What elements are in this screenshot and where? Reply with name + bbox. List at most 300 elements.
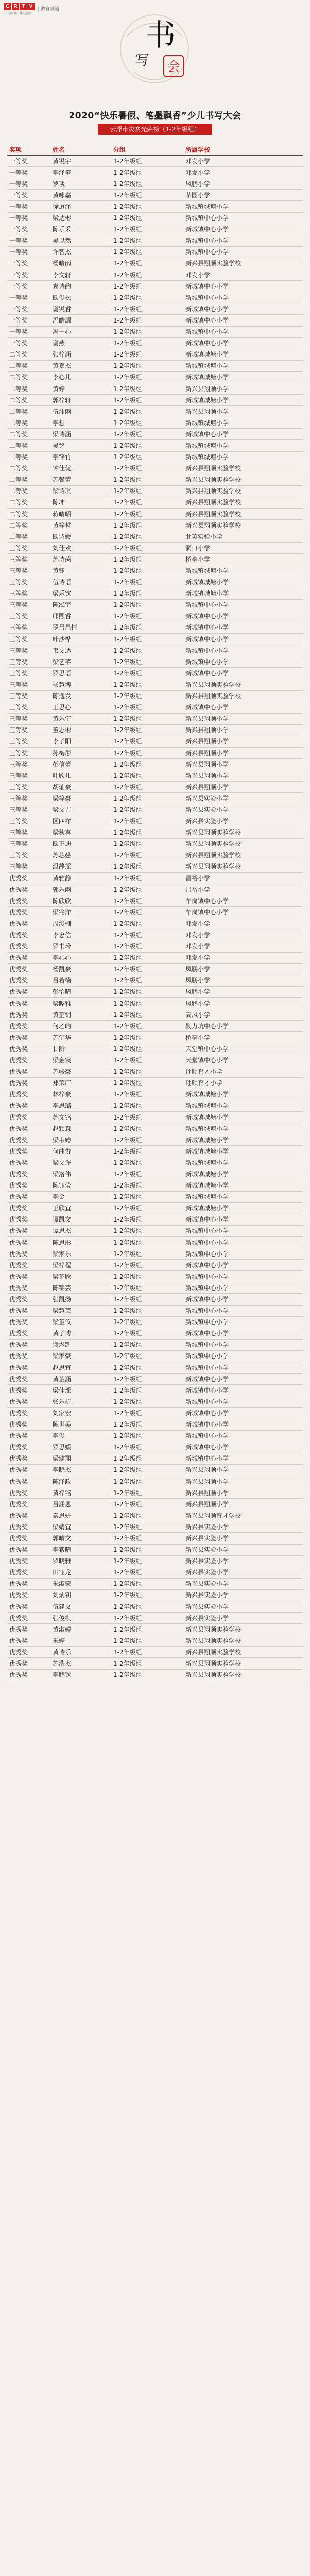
award-cell: 优秀奖 — [7, 1202, 50, 1214]
name-cell: 梁达彬 — [50, 212, 111, 224]
group-cell: 1-2年级组 — [111, 371, 183, 383]
group-cell: 1-2年级组 — [111, 804, 183, 816]
group-cell: 1-2年级组 — [111, 782, 183, 793]
group-cell: 1-2年级组 — [111, 235, 183, 246]
school-cell: 高风小学 — [183, 1009, 303, 1021]
school-cell: 新兴县翔顺实验学校 — [183, 861, 303, 872]
award-cell: 一等奖 — [7, 337, 50, 349]
school-cell: 新城镇中心小学 — [183, 1419, 303, 1430]
award-cell: 优秀奖 — [7, 1282, 50, 1294]
award-cell: 优秀奖 — [7, 918, 50, 929]
table-row — [7, 1146, 303, 1157]
school-cell: 洞口小学 — [183, 543, 303, 554]
school-cell: 新城镇城塘小学 — [183, 440, 303, 451]
name-cell: 罗书玲 — [50, 941, 111, 952]
school-cell: 新兴县翔顺育才学校 — [183, 1510, 303, 1521]
group-cell: 1-2年级组 — [111, 929, 183, 941]
school-cell: 新兴县实验小学 — [183, 1589, 303, 1601]
table-row — [7, 224, 303, 235]
name-cell: 欧正迪 — [50, 838, 111, 850]
school-cell: 天堂镇中心小学 — [183, 1055, 303, 1066]
award-cell: 三等奖 — [7, 747, 50, 758]
award-cell: 优秀奖 — [7, 1430, 50, 1442]
name-cell: 欧诗媛 — [50, 531, 111, 543]
award-cell: 二等奖 — [7, 440, 50, 451]
table-row — [7, 543, 303, 554]
name-cell: 罗晓雅 — [50, 1555, 111, 1567]
school-cell: 勤力坑中心小学 — [183, 1021, 303, 1032]
award-cell: 三等奖 — [7, 702, 50, 713]
name-cell: 伍沛雨 — [50, 406, 111, 417]
school-cell: 新兴县实验小学 — [183, 793, 303, 804]
table-row — [7, 1328, 303, 1339]
group-cell: 1-2年级组 — [111, 326, 183, 337]
table-row — [7, 1453, 303, 1464]
award-cell: 优秀奖 — [7, 1111, 50, 1123]
name-cell: 李鹏钦 — [50, 1669, 111, 1681]
award-cell: 优秀奖 — [7, 1613, 50, 1624]
table-row — [7, 702, 303, 713]
table-row — [7, 1567, 303, 1578]
award-cell: 优秀奖 — [7, 1055, 50, 1066]
table-row — [7, 337, 303, 349]
school-cell: 新兴县翔顺小学 — [183, 1487, 303, 1499]
school-cell: 茅园小学 — [183, 190, 303, 201]
award-cell: 优秀奖 — [7, 1601, 50, 1613]
group-cell: 1-2年级组 — [111, 1089, 183, 1100]
table-row — [7, 645, 303, 656]
name-cell: 谢锐睿 — [50, 303, 111, 315]
name-cell: 黄芷钥 — [50, 1009, 111, 1021]
name-cell: 谭凯文 — [50, 1214, 111, 1225]
name-cell: 陈泓宇 — [50, 599, 111, 611]
school-cell: 新城镇城塘小学 — [183, 201, 303, 212]
school-cell: 新城镇中心小学 — [183, 1408, 303, 1419]
table-row — [7, 782, 303, 793]
name-cell: 黄淑婷 — [50, 1624, 111, 1635]
name-cell: 陈锦芸 — [50, 1282, 111, 1294]
name-cell: 叶沙桦 — [50, 634, 111, 645]
award-cell: 三等奖 — [7, 622, 50, 633]
name-cell: 孙梅彤 — [50, 747, 111, 758]
award-cell: 优秀奖 — [7, 1339, 50, 1350]
table-row — [7, 1476, 303, 1487]
table-row — [7, 1248, 303, 1260]
school-cell: 车岗镇中心小学 — [183, 895, 303, 907]
school-cell: 新城镇中心小学 — [183, 292, 303, 303]
school-cell: 新城镇中心小学 — [183, 599, 303, 611]
name-cell: 梁健翔 — [50, 1453, 111, 1464]
name-cell: 苏芯慈 — [50, 850, 111, 861]
group-cell: 1-2年级组 — [111, 702, 183, 713]
school-cell: 新兴县实验小学 — [183, 1578, 303, 1589]
award-cell: 优秀奖 — [7, 1260, 50, 1271]
name-cell: 梁艺芊 — [50, 656, 111, 668]
group-cell: 1-2年级组 — [111, 1521, 183, 1533]
award-cell: 优秀奖 — [7, 1567, 50, 1578]
name-cell: 梁芷仪 — [50, 1316, 111, 1328]
award-cell: 优秀奖 — [7, 1385, 50, 1396]
award-cell: 二等奖 — [7, 383, 50, 394]
school-cell: 新城镇城塘小学 — [183, 417, 303, 429]
table-row — [7, 1578, 303, 1589]
table-row — [7, 713, 303, 724]
award-cell: 二等奖 — [7, 485, 50, 497]
school-cell: 凤鹏小学 — [183, 178, 303, 190]
table-row — [7, 509, 303, 520]
name-cell: 黄乐宁 — [50, 713, 111, 724]
award-cell: 一等奖 — [7, 156, 50, 167]
table-row — [7, 1134, 303, 1146]
table-row — [7, 1294, 303, 1305]
name-cell: 黄雅静 — [50, 873, 111, 884]
school-cell: 新兴县翔顺小学 — [183, 713, 303, 724]
group-cell: 1-2年级组 — [111, 747, 183, 758]
group-cell: 1-2年级组 — [111, 599, 183, 611]
award-cell: 三等奖 — [7, 838, 50, 850]
school-cell: 新城镇城塘小学 — [183, 1123, 303, 1134]
group-cell: 1-2年级组 — [111, 634, 183, 645]
group-cell: 1-2年级组 — [111, 156, 183, 167]
group-cell: 1-2年级组 — [111, 588, 183, 599]
group-cell: 1-2年级组 — [111, 1123, 183, 1134]
seal-char-mid: 写 — [134, 52, 150, 69]
table-row — [7, 941, 303, 952]
school-cell: 新城镇中心小学 — [183, 1453, 303, 1464]
table-row — [7, 1305, 303, 1316]
group-cell: 1-2年级组 — [111, 1134, 183, 1146]
table-row — [7, 201, 303, 212]
group-cell: 1-2年级组 — [111, 1350, 183, 1362]
school-cell: 新兴县翔顺实验学校 — [183, 497, 303, 508]
school-cell: 新城镇城塘小学 — [183, 565, 303, 577]
subtitle-banner: 云浮市决赛光荣榜（1-2年级组） — [98, 124, 212, 135]
group-cell: 1-2年级组 — [111, 497, 183, 508]
table-row — [7, 429, 303, 440]
table-row — [7, 1613, 303, 1624]
group-cell: 1-2年级组 — [111, 907, 183, 918]
group-cell: 1-2年级组 — [111, 1168, 183, 1180]
table-row — [7, 656, 303, 668]
award-cell: 二等奖 — [7, 429, 50, 440]
award-cell: 一等奖 — [7, 281, 50, 292]
group-cell: 1-2年级组 — [111, 1202, 183, 1214]
group-cell: 1-2年级组 — [111, 1032, 183, 1043]
group-cell: 1-2年级组 — [111, 1100, 183, 1111]
name-cell: 梁梓程 — [50, 1260, 111, 1271]
name-cell: 叶欣儿 — [50, 770, 111, 782]
school-cell: 新城镇城塘小学 — [183, 1146, 303, 1157]
award-cell: 三等奖 — [7, 724, 50, 736]
table-row — [7, 588, 303, 599]
table-row — [7, 1533, 303, 1544]
table-row — [7, 1021, 303, 1032]
table-row — [7, 326, 303, 337]
school-cell: 新兴县翔顺小学 — [183, 782, 303, 793]
name-cell: 罗思语 — [50, 668, 111, 679]
school-cell: 新城镇中心小学 — [183, 634, 303, 645]
school-cell: 新兴县实验小学 — [183, 816, 303, 827]
group-cell: 1-2年级组 — [111, 315, 183, 326]
name-cell: 李泽笙 — [50, 167, 111, 178]
award-cell: 优秀奖 — [7, 1305, 50, 1316]
group-cell: 1-2年级组 — [111, 1385, 183, 1396]
table-row — [7, 371, 303, 383]
award-cell: 三等奖 — [7, 588, 50, 599]
name-cell: 李心儿 — [50, 371, 111, 383]
school-cell: 新城镇城塘小学 — [183, 349, 303, 360]
group-cell: 1-2年级组 — [111, 1157, 183, 1168]
award-cell: 优秀奖 — [7, 998, 50, 1009]
name-cell: 李晓杰 — [50, 1464, 111, 1476]
table-row — [7, 679, 303, 690]
table-row — [7, 406, 303, 417]
school-cell: 新兴县翔顺小学 — [183, 1464, 303, 1476]
award-cell: 三等奖 — [7, 656, 50, 668]
school-cell: 新城镇中心小学 — [183, 1316, 303, 1328]
group-cell: 1-2年级组 — [111, 485, 183, 497]
award-cell: 优秀奖 — [7, 1180, 50, 1191]
table-row — [7, 349, 303, 360]
table-row — [7, 884, 303, 895]
table-row — [7, 554, 303, 565]
name-cell: 朱婷 — [50, 1635, 111, 1647]
table-row — [7, 622, 303, 633]
table-row — [7, 1624, 303, 1635]
group-cell: 1-2年级组 — [111, 554, 183, 565]
table-row — [7, 1009, 303, 1021]
award-cell: 优秀奖 — [7, 963, 50, 975]
table-row — [7, 1669, 303, 1681]
award-cell: 优秀奖 — [7, 1453, 50, 1464]
award-cell: 二等奖 — [7, 395, 50, 406]
awards-table — [7, 144, 303, 1681]
name-cell: 何乙屿 — [50, 1021, 111, 1032]
table-row — [7, 1510, 303, 1521]
school-cell: 新城镇中心小学 — [183, 235, 303, 246]
group-cell: 1-2年级组 — [111, 1294, 183, 1305]
school-cell: 新城镇中心小学 — [183, 281, 303, 292]
award-cell: 三等奖 — [7, 770, 50, 782]
name-cell: 刘家宏 — [50, 1408, 111, 1419]
logo-text: 广东陌谁广播电视台 — [4, 12, 32, 15]
award-cell: 一等奖 — [7, 178, 50, 190]
name-cell: 李金 — [50, 1191, 111, 1202]
school-cell: 新兴县翔顺实验学校 — [183, 827, 303, 838]
table-row — [7, 565, 303, 577]
school-cell: 新兴县翔顺实验学校 — [183, 690, 303, 702]
group-cell: 1-2年级组 — [111, 1430, 183, 1442]
group-cell: 1-2年级组 — [111, 190, 183, 201]
award-cell: 优秀奖 — [7, 1294, 50, 1305]
school-cell: 天堂镇中心小学 — [183, 1043, 303, 1055]
group-cell: 1-2年级组 — [111, 1658, 183, 1669]
award-cell: 优秀奖 — [7, 1658, 50, 1669]
school-cell: 新兴县翔顺小学 — [183, 747, 303, 758]
school-cell: 凤鹏小学 — [183, 998, 303, 1009]
school-cell: 新城镇中心小学 — [183, 702, 303, 713]
group-cell: 1-2年级组 — [111, 1613, 183, 1624]
school-cell: 凤鹏小学 — [183, 975, 303, 986]
name-cell: 朱淑蒙 — [50, 1578, 111, 1589]
name-cell: 伍诗语 — [50, 577, 111, 588]
school-cell: 新城镇城塘小学 — [183, 1100, 303, 1111]
table-row — [7, 1635, 303, 1647]
school-cell: 新兴县实验小学 — [183, 1613, 303, 1624]
group-cell: 1-2年级组 — [111, 1180, 183, 1191]
name-cell: 甘阶 — [50, 1043, 111, 1055]
group-cell: 1-2年级组 — [111, 1339, 183, 1350]
school-cell: 新城镇城塘小学 — [183, 371, 303, 383]
name-cell: 罗琰 — [50, 178, 111, 190]
name-cell: 黄梓铭 — [50, 1487, 111, 1499]
name-cell: 梁金宸 — [50, 1055, 111, 1066]
award-cell: 三等奖 — [7, 804, 50, 816]
name-cell: 吴铭 — [50, 440, 111, 451]
name-cell: 邝熙睿 — [50, 611, 111, 622]
name-cell: 苏峻豪 — [50, 1066, 111, 1077]
group-cell: 1-2年级组 — [111, 998, 183, 1009]
table-row — [7, 178, 303, 190]
name-cell: 黄芷涵 — [50, 1374, 111, 1385]
group-cell: 1-2年级组 — [111, 1408, 183, 1419]
award-cell: 优秀奖 — [7, 1487, 50, 1499]
school-cell: 新兴县翔顺小学 — [183, 383, 303, 394]
name-cell: 陈乐采 — [50, 224, 111, 235]
school-cell: 邓发小学 — [183, 918, 303, 929]
award-cell: 二等奖 — [7, 497, 50, 508]
group-cell: 1-2年级组 — [111, 337, 183, 349]
group-cell: 1-2年级组 — [111, 1578, 183, 1589]
school-cell: 新城镇城塘小学 — [183, 588, 303, 599]
name-cell: 梁慧芸 — [50, 1305, 111, 1316]
name-cell: 梁婧宜 — [50, 1521, 111, 1533]
table-row — [7, 1442, 303, 1453]
school-cell: 新城镇中心小学 — [183, 326, 303, 337]
award-cell: 二等奖 — [7, 531, 50, 543]
group-cell: 1-2年级组 — [111, 1191, 183, 1202]
name-cell: 袁诗韵 — [50, 281, 111, 292]
group-cell: 1-2年级组 — [111, 258, 183, 269]
group-cell: 1-2年级组 — [111, 577, 183, 588]
table-row — [7, 1214, 303, 1225]
name-cell: 杨晴雨 — [50, 258, 111, 269]
award-cell: 优秀奖 — [7, 986, 50, 997]
name-cell: 刘炳钊 — [50, 1589, 111, 1601]
table-row — [7, 1282, 303, 1294]
name-cell: 张乐杭 — [50, 1396, 111, 1408]
school-cell: 新兴县实验小学 — [183, 1521, 303, 1533]
name-cell: 张俊棋 — [50, 1613, 111, 1624]
school-cell: 新城镇中心小学 — [183, 1282, 303, 1294]
award-cell: 三等奖 — [7, 565, 50, 577]
table-row — [7, 156, 303, 167]
logo-letter: V — [27, 3, 35, 10]
award-cell: 二等奖 — [7, 474, 50, 485]
brand-header — [4, 3, 59, 15]
award-cell: 优秀奖 — [7, 1134, 50, 1146]
school-cell: 邓发小学 — [183, 929, 303, 941]
table-row — [7, 1362, 303, 1374]
group-cell: 1-2年级组 — [111, 1225, 183, 1236]
name-cell: 李想 — [50, 417, 111, 429]
award-cell: 优秀奖 — [7, 1624, 50, 1635]
group-cell: 1-2年级组 — [111, 360, 183, 371]
school-cell: 新兴县翔顺实验学校 — [183, 679, 303, 690]
name-cell: 田钰龙 — [50, 1567, 111, 1578]
award-cell: 三等奖 — [7, 793, 50, 804]
name-cell: 张凯扬 — [50, 1294, 111, 1305]
group-cell: 1-2年级组 — [111, 1271, 183, 1282]
group-cell: 1-2年级组 — [111, 622, 183, 633]
group-cell: 1-2年级组 — [111, 861, 183, 872]
school-cell: 新城镇中心小学 — [183, 1430, 303, 1442]
name-cell: 苏浩杰 — [50, 1658, 111, 1669]
school-cell: 新兴县翔顺实验学校 — [183, 509, 303, 520]
group-cell: 1-2年级组 — [111, 679, 183, 690]
award-cell: 二等奖 — [7, 349, 50, 360]
school-cell: 新兴县翔顺实验学校 — [183, 850, 303, 861]
group-cell: 1-2年级组 — [111, 509, 183, 520]
group-cell: 1-2年级组 — [111, 1009, 183, 1021]
group-cell: 1-2年级组 — [111, 224, 183, 235]
name-cell: 陈坤 — [50, 497, 111, 508]
group-cell: 1-2年级组 — [111, 895, 183, 907]
table-row — [7, 1180, 303, 1191]
name-cell: 谢燕 — [50, 337, 111, 349]
table-row — [7, 1396, 303, 1408]
table-row — [7, 861, 303, 872]
group-cell: 1-2年级组 — [111, 395, 183, 406]
school-cell: 新城镇城塘小学 — [183, 1111, 303, 1123]
award-cell: 三等奖 — [7, 736, 50, 747]
table-row — [7, 895, 303, 907]
school-cell: 新兴县翔顺小学 — [183, 406, 303, 417]
school-cell: 新兴县实验小学 — [183, 1601, 303, 1613]
name-cell: 赵颖森 — [50, 1123, 111, 1134]
award-cell: 三等奖 — [7, 634, 50, 645]
group-cell: 1-2年级组 — [111, 952, 183, 963]
group-cell: 1-2年级组 — [111, 1669, 183, 1681]
grtv-logo — [4, 3, 35, 15]
award-cell: 优秀奖 — [7, 895, 50, 907]
group-cell: 1-2年级组 — [111, 1260, 183, 1271]
table-row — [7, 1237, 303, 1248]
award-cell: 优秀奖 — [7, 1362, 50, 1374]
group-cell: 1-2年级组 — [111, 1077, 183, 1089]
award-cell: 优秀奖 — [7, 1009, 50, 1021]
group-cell: 1-2年级组 — [111, 1567, 183, 1578]
award-cell: 优秀奖 — [7, 1248, 50, 1260]
name-cell: 梁诗涵 — [50, 429, 111, 440]
group-cell: 1-2年级组 — [111, 383, 183, 394]
name-cell: 苏宁华 — [50, 1032, 111, 1043]
school-cell: 新城镇中心小学 — [183, 1214, 303, 1225]
name-cell: 陈泽政 — [50, 1476, 111, 1487]
award-cell: 三等奖 — [7, 827, 50, 838]
name-cell: 黄婷 — [50, 383, 111, 394]
table-row — [7, 986, 303, 997]
table-row — [7, 690, 303, 702]
school-cell: 新城镇中心小学 — [183, 315, 303, 326]
table-row — [7, 747, 303, 758]
school-cell: 邓发小学 — [183, 941, 303, 952]
name-cell: 苏馨蕾 — [50, 474, 111, 485]
school-cell: 新兴县翔顺实验学校 — [183, 474, 303, 485]
name-cell: 温静瑶 — [50, 861, 111, 872]
group-cell: 1-2年级组 — [111, 201, 183, 212]
group-cell: 1-2年级组 — [111, 975, 183, 986]
